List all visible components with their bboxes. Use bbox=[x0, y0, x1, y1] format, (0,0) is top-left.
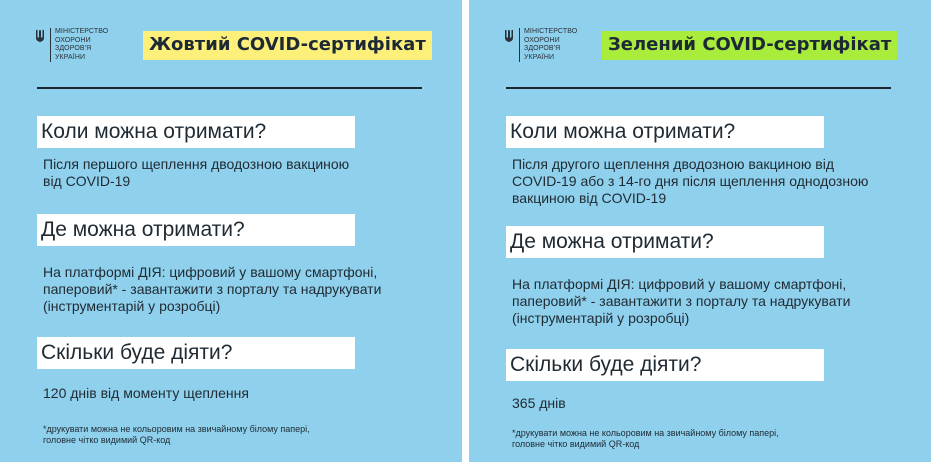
trident-icon bbox=[35, 29, 45, 43]
answer-where bbox=[512, 276, 912, 327]
ministry-line: МІНІСТЕРСТВО bbox=[55, 28, 109, 35]
divider bbox=[506, 87, 891, 89]
ministry-logo bbox=[35, 28, 108, 62]
question-when: Коли можна отримати? bbox=[506, 116, 824, 148]
answer-line: паперовий* - завантажити з порталу та надрукувати bbox=[512, 293, 851, 309]
green-certificate-panel bbox=[469, 0, 931, 462]
answer-line: 120 днів від моменту щеплення bbox=[43, 385, 249, 401]
ministry-line: УКРАЇНИ bbox=[55, 53, 86, 61]
answer-line: (інструментарій у розробці) bbox=[43, 298, 221, 314]
answer-duration bbox=[43, 385, 443, 402]
question-duration: Скільки буде діяти? bbox=[37, 337, 355, 369]
ministry-logo bbox=[504, 28, 577, 62]
trident-icon bbox=[504, 29, 514, 43]
footnote-line: *друкувати можна не кольоровим на звичайному білому папері, bbox=[512, 428, 779, 438]
question-where: Де можна отримати? bbox=[37, 214, 355, 246]
footnote bbox=[512, 428, 912, 450]
question-where: Де можна отримати? bbox=[506, 226, 824, 258]
answer-line: Після другого щеплення дводозною вакциною від bbox=[512, 156, 834, 172]
answer-line: (інструментарій у розробці) bbox=[512, 310, 690, 326]
answer-duration bbox=[512, 395, 912, 412]
answer-line: На платформі ДІЯ: цифровий у вашому смартфоні, bbox=[43, 264, 378, 280]
ministry-line: УКРАЇНИ bbox=[524, 53, 555, 61]
footnote bbox=[43, 424, 443, 446]
answer-line: На платформі ДІЯ: цифровий у вашому смартфоні, bbox=[512, 276, 847, 292]
certificate-title: Зелений COVID-сертифікат bbox=[602, 31, 897, 60]
footnote-line: *друкувати можна не кольоровим на звичайному білому папері, bbox=[43, 424, 310, 434]
answer-line: паперовий* - завантажити з порталу та надрукувати bbox=[43, 281, 382, 297]
answer-when bbox=[43, 156, 443, 190]
answer-line: COVID-19 або з 14-го дня після щеплення однодозною bbox=[512, 173, 869, 189]
ministry-line: МІНІСТЕРСТВО bbox=[524, 28, 578, 35]
ministry-line: ОХОРОНИ bbox=[55, 36, 91, 44]
footnote-line: головне чітко видимий QR-код bbox=[43, 435, 171, 445]
question-when: Коли можна отримати? bbox=[37, 116, 355, 148]
question-duration: Скільки буде діяти? bbox=[506, 349, 824, 381]
answer-when bbox=[512, 156, 912, 207]
answer-line: 365 днів bbox=[512, 395, 566, 411]
divider bbox=[37, 87, 422, 89]
answer-line: Після першого щеплення дводозною вакциною bbox=[43, 156, 350, 172]
certificate-title: Жовтий COVID-сертифікат bbox=[143, 31, 432, 60]
yellow-certificate-panel bbox=[0, 0, 462, 462]
answer-line: вакциною від COVID-19 bbox=[512, 190, 667, 206]
footnote-line: головне чітко видимий QR-код bbox=[512, 439, 640, 449]
answer-line: від COVID-19 bbox=[43, 173, 131, 189]
answer-where bbox=[43, 264, 443, 315]
ministry-line: ЗДОРОВ'Я bbox=[524, 45, 561, 52]
ministry-line: ЗДОРОВ'Я bbox=[55, 45, 92, 52]
ministry-line: ОХОРОНИ bbox=[524, 36, 560, 44]
